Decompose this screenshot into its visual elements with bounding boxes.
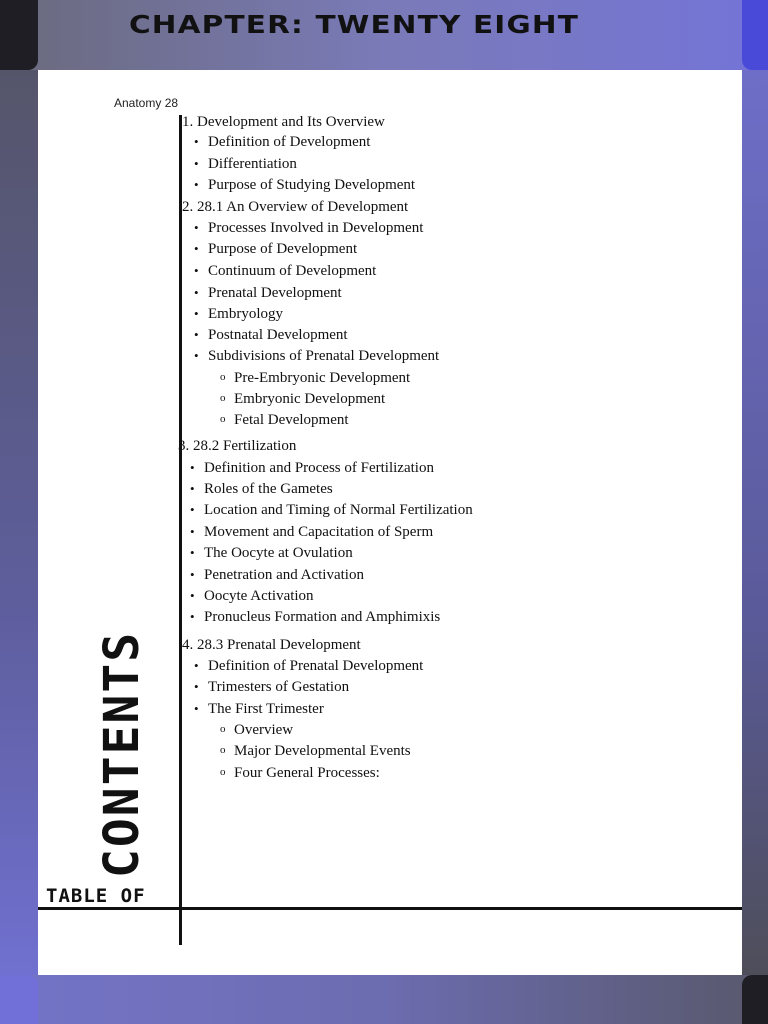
toc-subitem: o Embryonic Development <box>234 390 385 408</box>
toc-item: • Purpose of Studying Development <box>208 176 415 194</box>
toc-item: • Prenatal Development <box>208 284 342 302</box>
toc-item: • Roles of the Gametes <box>204 480 333 498</box>
toc-subitem: o Pre-Embryonic Development <box>234 369 410 387</box>
chapter-title: CHAPTER: TWENTY EIGHT <box>128 10 580 39</box>
toc-section-heading: 1. Development and Its Overview <box>182 114 385 130</box>
toc-item: • Processes Involved in Development <box>208 219 423 237</box>
toc-item: • Definition and Process of Fertilization <box>204 459 434 477</box>
toc-item: • Continuum of Development <box>208 262 376 280</box>
toc-item: • Location and Timing of Normal Fertilization <box>204 501 473 519</box>
contents-heading: CONTENTS <box>94 630 150 878</box>
toc-item: • Trimesters of Gestation <box>208 678 349 696</box>
document-page <box>38 70 742 975</box>
toc-item: • Oocyte Activation <box>204 587 314 605</box>
toc-subitem: o Fetal Development <box>234 411 349 429</box>
left-border <box>0 70 38 975</box>
corner-decoration-bottom-right <box>742 975 768 1024</box>
table-of-heading: TABLE OF <box>46 885 146 907</box>
toc-subitem: o Four General Processes: <box>234 764 380 782</box>
toc-item: • Definition of Development <box>208 133 370 151</box>
footer-bar <box>0 975 768 1024</box>
toc-section-heading: 2. 28.1 An Overview of Development <box>182 199 409 215</box>
document-label: Anatomy 28 <box>114 96 179 110</box>
toc-item: • Differentiation <box>208 155 297 173</box>
toc-item: • Pronucleus Formation and Amphimixis <box>204 608 440 626</box>
toc-item: • Movement and Capacitation of Sperm <box>204 523 433 541</box>
toc-item: • The Oocyte at Ovulation <box>204 544 353 562</box>
toc-item: • The First Trimester <box>208 700 324 718</box>
toc-item: • Definition of Prenatal Development <box>208 657 423 675</box>
table-of-contents <box>38 70 742 975</box>
toc-section-heading: 3. 28.2 Fertilization <box>178 438 297 454</box>
toc-item: • Postnatal Development <box>208 326 348 344</box>
toc-subitem: o Overview <box>234 721 293 739</box>
toc-section-heading: 4. 28.3 Prenatal Development <box>182 637 361 653</box>
right-border <box>742 70 768 975</box>
toc-item: • Subdivisions of Prenatal Development <box>208 347 439 365</box>
toc-item: • Penetration and Activation <box>204 566 364 584</box>
toc-item: • Purpose of Development <box>208 240 357 258</box>
corner-decoration-bottom-left <box>0 975 38 1024</box>
toc-subitem: o Major Developmental Events <box>234 742 411 760</box>
toc-item: • Embryology <box>208 305 283 323</box>
